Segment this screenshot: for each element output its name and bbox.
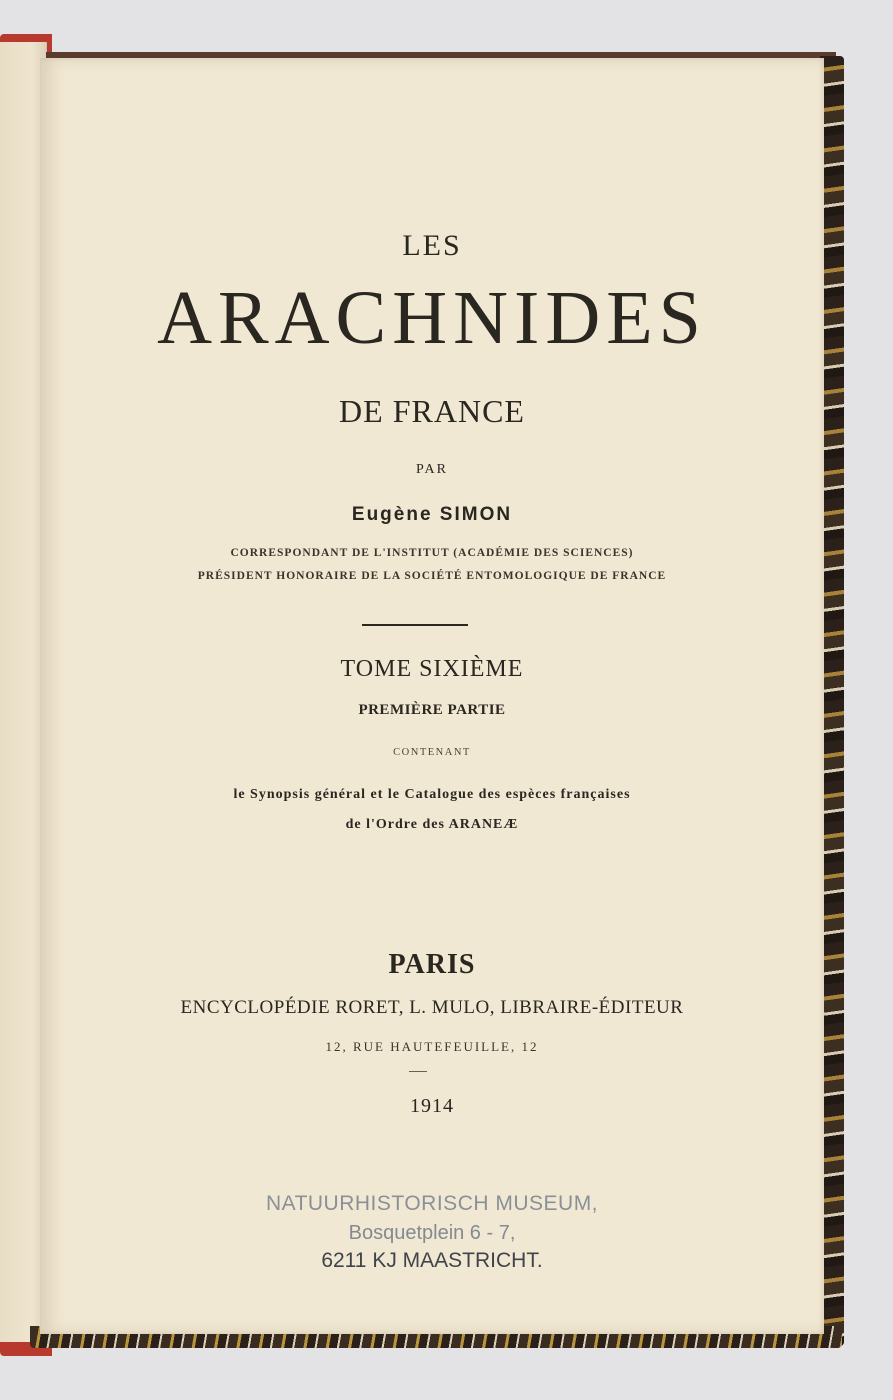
museum-stamp-line-2: Bosquetplein 6 - 7, bbox=[348, 1222, 516, 1244]
separator-rule bbox=[362, 624, 468, 626]
year-dash bbox=[409, 1071, 427, 1072]
book-title: ARACHNIDES bbox=[157, 276, 707, 360]
contents-line-1: le Synopsis général et le Catalogue des espèces françaises bbox=[233, 787, 631, 802]
author-name: Eugène SIMON bbox=[351, 504, 513, 525]
title-page bbox=[40, 58, 824, 1334]
containing-label: CONTENANT bbox=[393, 747, 471, 758]
museum-stamp-line-3: 6211 KJ MAASTRICHT. bbox=[321, 1249, 543, 1272]
publication-year: 1914 bbox=[410, 1095, 454, 1117]
title-article: LES bbox=[402, 229, 462, 262]
author-affiliation-1: CORRESPONDANT DE L'INSTITUT (ACADÉMIE DES SCIENCES) bbox=[230, 547, 634, 559]
by-label: PAR bbox=[416, 462, 448, 477]
publisher-name: ENCYCLOPÉDIE RORET, L. MULO, LIBRAIRE-ÉDITEUR bbox=[180, 997, 684, 1018]
contents-line-2: de l'Ordre des ARANEÆ bbox=[345, 817, 519, 832]
museum-stamp-line-1: NATUURHISTORISCH MUSEUM, bbox=[265, 1192, 599, 1215]
author-affiliation-2: PRÉSIDENT HONORAIRE DE LA SOCIÉTÉ ENTOMOLOGIQUE DE FRANCE bbox=[197, 570, 667, 582]
title-region: DE FRANCE bbox=[339, 393, 525, 429]
publication-city: PARIS bbox=[388, 949, 476, 980]
publisher-address: 12, RUE HAUTEFEUILLE, 12 bbox=[325, 1039, 539, 1054]
part-label: PREMIÈRE PARTIE bbox=[358, 702, 506, 718]
volume-label: TOME SIXIÈME bbox=[340, 656, 524, 682]
